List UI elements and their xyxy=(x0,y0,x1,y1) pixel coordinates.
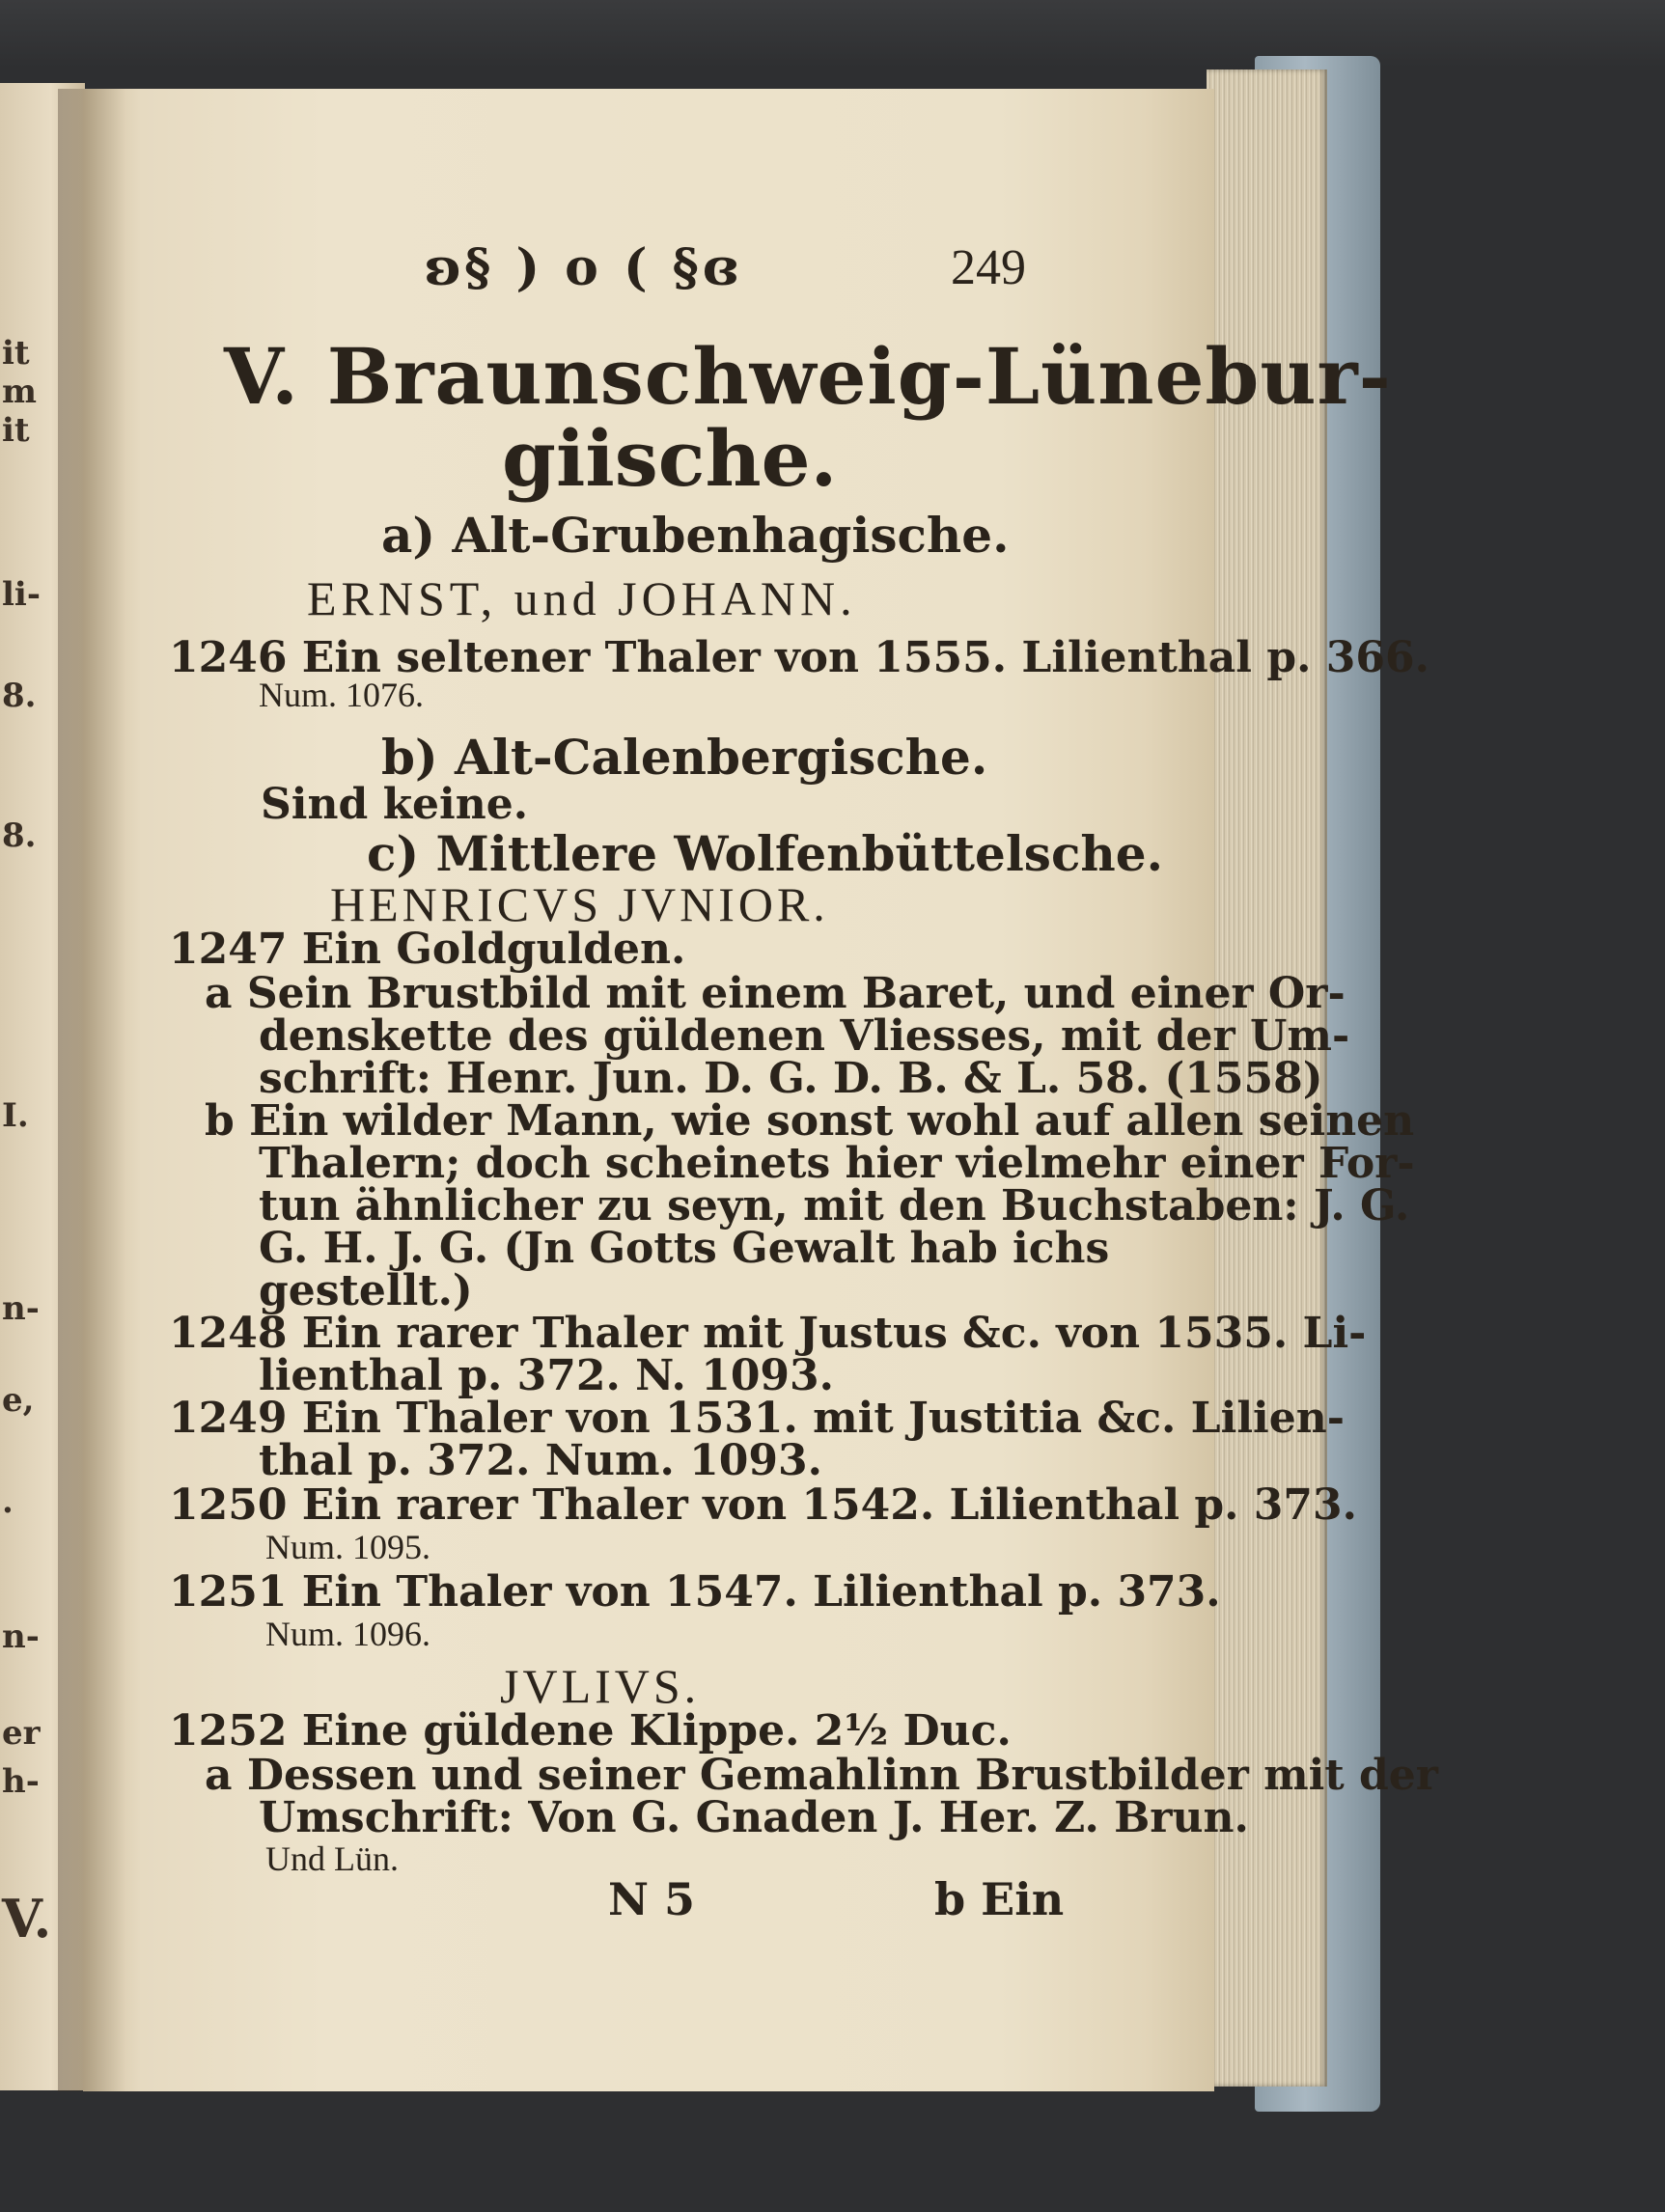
chapter-title-cont: giische. xyxy=(502,413,838,504)
entry-1249: 1249 Ein Thaler von 1531. mit Justitia &c. Lilien- xyxy=(169,1394,1345,1443)
entry-1248: 1248 Ein rarer Thaler mit Justus &c. von 1535. Li- xyxy=(169,1309,1367,1358)
left-fragment: I. xyxy=(2,1096,29,1135)
left-fragment: li- xyxy=(2,575,41,614)
left-fragment: it xyxy=(2,334,30,373)
entry-1247-b-cont: gestellt.) xyxy=(259,1266,473,1315)
entry-1247: 1247 Ein Goldgulden. xyxy=(169,925,686,974)
entry-1247-b-cont: Thalern; doch scheinets hier vielmehr einer For- xyxy=(259,1139,1415,1188)
entry-1252: 1252 Eine güldene Klippe. 2½ Duc. xyxy=(169,1706,1012,1756)
entry-1247-a: a Sein Brustbild mit einem Baret, und einer Or- xyxy=(205,969,1346,1018)
section-heading-c: c) Mittlere Wolfenbüttelsche. xyxy=(367,825,1163,882)
gutter-shadow xyxy=(58,89,125,2091)
left-fragment: n- xyxy=(2,1618,40,1656)
left-fragment: . xyxy=(2,1482,14,1521)
entry-1249-cont: thal p. 372. Num. 1093. xyxy=(259,1436,822,1485)
entry-1252-a: a Dessen und seiner Gemahlinn Brustbilder mit der xyxy=(205,1751,1438,1800)
entry-1252-a-cont: Und Lün. xyxy=(265,1839,399,1878)
entry-1250: 1250 Ein rarer Thaler von 1542. Lilienthal p. 373. xyxy=(169,1480,1357,1530)
left-fragment: V. xyxy=(2,1888,52,1949)
page-number: 249 xyxy=(951,240,1026,295)
section-heading-b: b) Alt-Calenbergische. xyxy=(381,729,988,786)
entry-1246: 1246 Ein seltener Thaler von 1555. Lilienthal p. 366. xyxy=(169,633,1429,682)
entry-1247-a-cont: denskette des güldenen Vliesses, mit der Um- xyxy=(259,1011,1350,1061)
entry-1248-cont: lienthal p. 372. N. 1093. xyxy=(259,1351,834,1400)
backdrop xyxy=(0,0,1665,68)
left-fragment: n- xyxy=(2,1289,40,1328)
left-fragment: 8. xyxy=(2,816,37,855)
entry-1247-b-cont: tun ähnlicher zu seyn, mit den Buchstaben: J. G. xyxy=(259,1181,1410,1230)
left-fragment: h- xyxy=(2,1762,40,1801)
section-note: Sind keine. xyxy=(261,780,529,829)
left-fragment: e, xyxy=(2,1381,35,1420)
ruler-heading-julius: JVLIVS. xyxy=(500,1659,701,1713)
header-ornament: ʚ§ ) o ( §ɞ xyxy=(425,238,742,297)
entry-1251-cont: Num. 1096. xyxy=(265,1615,430,1653)
entry-1246-cont: Num. 1076. xyxy=(259,676,424,714)
entry-1247-b: b Ein wilder Mann, wie sonst wohl auf allen seinen xyxy=(205,1096,1415,1146)
entry-1252-a-cont: Umschrift: Von G. Gnaden J. Her. Z. Brun. xyxy=(259,1793,1249,1842)
section-heading-a: a) Alt-Grubenhagische. xyxy=(381,507,1010,564)
signature-mark: N 5 xyxy=(608,1873,696,1925)
left-fragment: er xyxy=(2,1714,41,1753)
ruler-heading-henricus: HENRICVS JVNIOR. xyxy=(330,877,829,931)
left-fragment: it xyxy=(2,411,30,450)
entry-1250-cont: Num. 1095. xyxy=(265,1528,430,1566)
chapter-title: V. Braunschweig-Lünebur- xyxy=(224,331,1392,422)
ruler-heading-ernst: ERNST, und JOHANN. xyxy=(307,571,857,625)
entry-1247-a-cont: schrift: Henr. Jun. D. G. D. B. & L. 58. (1558) xyxy=(259,1054,1323,1103)
left-fragment: m xyxy=(2,373,37,411)
entry-1251: 1251 Ein Thaler von 1547. Lilienthal p. 373. xyxy=(169,1567,1221,1617)
left-fragment: 8. xyxy=(2,677,37,715)
catchword: b Ein xyxy=(934,1873,1065,1925)
entry-1247-b-cont: G. H. J. G. (Jn Gotts Gewalt hab ichs xyxy=(259,1224,1110,1273)
